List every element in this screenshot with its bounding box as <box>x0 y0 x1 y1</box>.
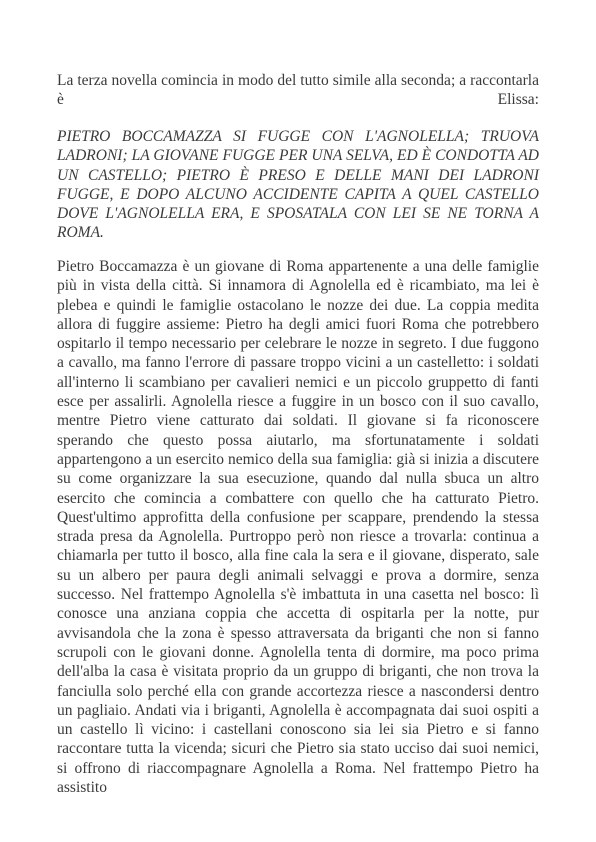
summary-paragraph: Pietro Boccamazza è un giovane di Roma appartenente a una delle famiglie più in vista della città. Si innamora di Agnolella ed è ricambiato, ma lei è plebea e quindi le famiglie ostacolano le nozze dei due. La coppia medita allora di fuggire assieme: Pietro ha degli amici fuori Roma che potrebbero ospitarlo il tempo necessario per celebrare le nozze in segreto. I due fuggono a cavallo, ma fanno l'errore di passare troppo vicini a un castelletto: i soldati all'interno li scambiano per cavalieri nemici e un piccolo gruppetto di fanti esce per assalirli. Agnolella riesce a fuggire in un bosco con il suo cavallo, mentre Pietro viene catturato dai soldati. Il giovane si fa riconoscere sperando che questo possa aiutarlo, ma sfortunatamente i soldati appartengono a un esercito nemico della sua famiglia: già si inizia a discutere su come organizzare la sua esecuzione, quando dal nulla sbuca un altro esercito che comincia a combattere con quello che ha catturato Pietro. Quest'ultimo approfitta della confusione per scappare, prendendo la stessa strada presa da Agnolella. Purtroppo però non riesce a trovarla: continua a chiamarla per tutto il bosco, alla fine cala la sera e il giovane, disperato, sale su un albero per paura degli animali selvaggi e prova a dormire, senza successo. Nel frattempo Agnolella s'è imbattuta in una casetta nel bosco: lì conosce una anziana coppia che accetta di ospitarla per la notte, pur avvisandola che la zona è spesso attraversata da briganti che non si fanno scrupoli con le giovani donne. Agnolella tenta di dormire, ma poco prima dell'alba la casa è visitata proprio da un gruppo di briganti, che non trova la fanciulla solo perché ella con grande accortezza riesce a nascondersi dentro un pagliaio. Andati via i briganti, Agnolella è accompagnata dai suoi ospiti a un castello lì vicino: i castellani conoscono sia lei sia Pietro e si fanno raccontare tutta la vicenda; sicuri che Pietro sia stato ucciso dai suoi nemici, si offrono di riaccompagnare Agnolella a Roma. Nel frattempo Pietro ha assistito <box>57 258 539 797</box>
story-title: PIETRO BOCCAMAZZA SI FUGGE CON L'AGNOLELLA; TRUOVA LADRONI; LA GIOVANE FUGGE PER UNA SELVA, ED È CONDOTTA AD UN CASTELLO; PIETRO È PRESO E DELLE MANI DEI LADRONI FUGGE, E DOPO ALCUNO ACCIDENTE CAPITA A QUEL CASTELLO DOVE L'AGNOLELLA ERA, E SPOSATALA CON LEI SE NE TORNA A ROMA. <box>57 128 539 242</box>
intro-paragraph: La terza novella comincia in modo del tutto simile alla seconda; a raccontarla è Elissa: <box>57 72 539 109</box>
